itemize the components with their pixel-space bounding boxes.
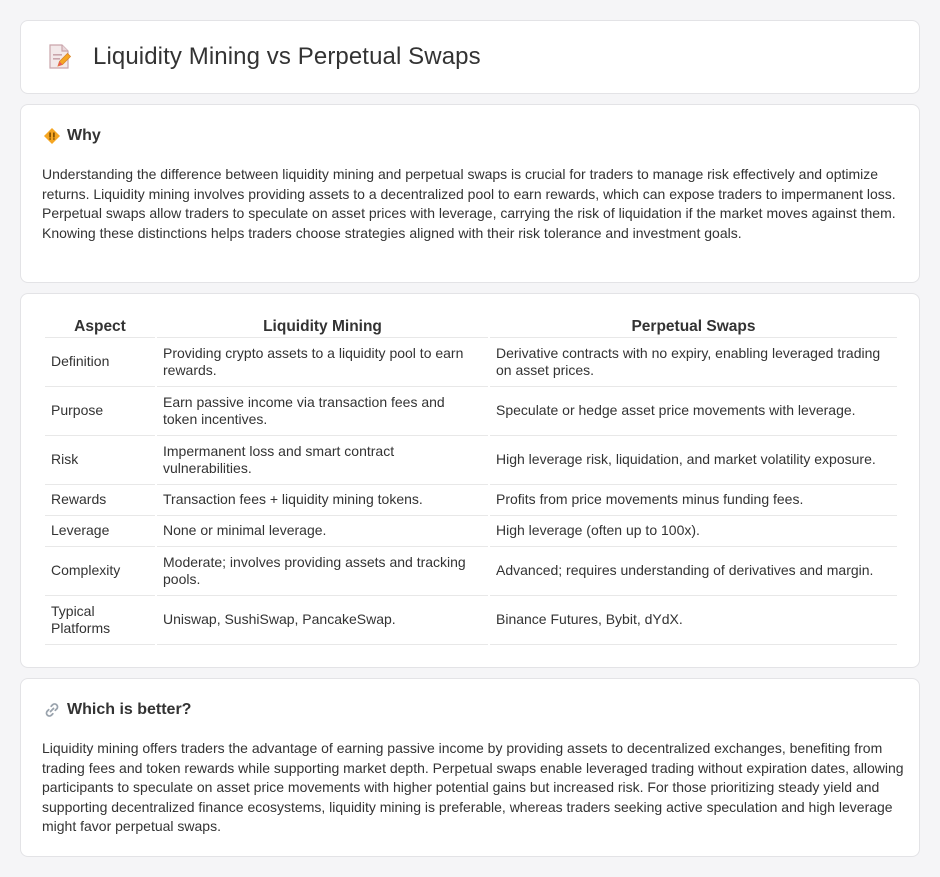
table-row — [45, 596, 897, 645]
cell-liquidity-mining: Transaction fees + liquidity mining tokens. — [157, 485, 488, 516]
comparison-section — [20, 293, 920, 668]
table-row — [45, 338, 897, 387]
table-row — [45, 547, 897, 596]
cell-aspect: Complexity — [45, 547, 155, 596]
table-row — [45, 387, 897, 436]
cell-aspect: Leverage — [45, 516, 155, 547]
cell-liquidity-mining: Impermanent loss and smart contract vulnerabilities. — [157, 436, 488, 485]
cell-aspect: Typical Platforms — [45, 596, 155, 645]
cell-perpetual-swaps: High leverage risk, liquidation, and market volatility exposure. — [490, 436, 897, 485]
cell-perpetual-swaps: High leverage (often up to 100x). — [490, 516, 897, 547]
cell-aspect: Purpose — [45, 387, 155, 436]
which-is-better-section — [20, 678, 920, 857]
cell-liquidity-mining: Providing crypto assets to a liquidity pool to earn rewards. — [157, 338, 488, 387]
document-edit-icon — [47, 43, 73, 71]
cell-liquidity-mining: Uniswap, SushiSwap, PancakeSwap. — [157, 596, 488, 645]
table-header-row — [45, 316, 897, 338]
column-header-liquidity-mining: Liquidity Mining — [157, 316, 488, 338]
why-paragraph: Understanding the difference between liquidity mining and perpetual swaps is crucial for traders to manage risk effectively and optimize returns. Liquidity mining involves providing assets to a decentralized pool to earn rewards, which can expose traders to impermanent loss. Perpetual swaps allow traders to speculate on asset prices with leverage, carrying the risk of liquidation if the market moves against them. Knowing these distinctions helps traders choose strategies aligned with their risk tolerance and investment goals. — [42, 166, 896, 241]
cell-liquidity-mining: Moderate; involves providing assets and tracking pools. — [157, 547, 488, 596]
column-header-aspect: Aspect — [45, 316, 155, 338]
column-header-perpetual-swaps: Perpetual Swaps — [490, 316, 897, 338]
cell-aspect: Rewards — [45, 485, 155, 516]
cell-aspect: Risk — [45, 436, 155, 485]
diamond-warning-icon — [43, 127, 61, 145]
header-card — [20, 20, 920, 94]
cell-perpetual-swaps: Derivative contracts with no expiry, enabling leveraged trading on asset prices. — [490, 338, 897, 387]
why-heading — [43, 127, 101, 145]
cell-aspect: Definition — [45, 338, 155, 387]
table-row — [45, 485, 897, 516]
page-title: Liquidity Mining vs Perpetual Swaps — [93, 43, 481, 70]
table-row — [45, 516, 897, 547]
cell-liquidity-mining: Earn passive income via transaction fees and token incentives. — [157, 387, 488, 436]
cell-perpetual-swaps: Binance Futures, Bybit, dYdX. — [490, 596, 897, 645]
cell-perpetual-swaps: Profits from price movements minus funding fees. — [490, 485, 897, 516]
why-section — [20, 104, 920, 283]
why-title: Why — [67, 127, 101, 144]
better-heading — [43, 701, 191, 719]
better-title: Which is better? — [67, 701, 192, 718]
cell-perpetual-swaps: Advanced; requires understanding of derivatives and margin. — [490, 547, 897, 596]
cell-liquidity-mining: None or minimal leverage. — [157, 516, 488, 547]
link-icon — [43, 701, 61, 719]
comparison-table — [43, 316, 899, 645]
table-row — [45, 436, 897, 485]
better-paragraph: Liquidity mining offers traders the advantage of earning passive income by providing assets to decentralized exchanges, benefiting from trading fees and token rewards while supporting market depth. Perpetual swaps enable leveraged trading without expiration dates, allowing participants to speculate on asset price movements with higher potential gains but increased risk. For those prioritizing steady yield and supporting decentralized finance ecosystems, liquidity mining is preferable, whereas traders seeking active speculation and high leverage might favor perpetual swaps. — [42, 740, 904, 834]
cell-perpetual-swaps: Speculate or hedge asset price movements with leverage. — [490, 387, 897, 436]
title-row — [47, 43, 481, 71]
